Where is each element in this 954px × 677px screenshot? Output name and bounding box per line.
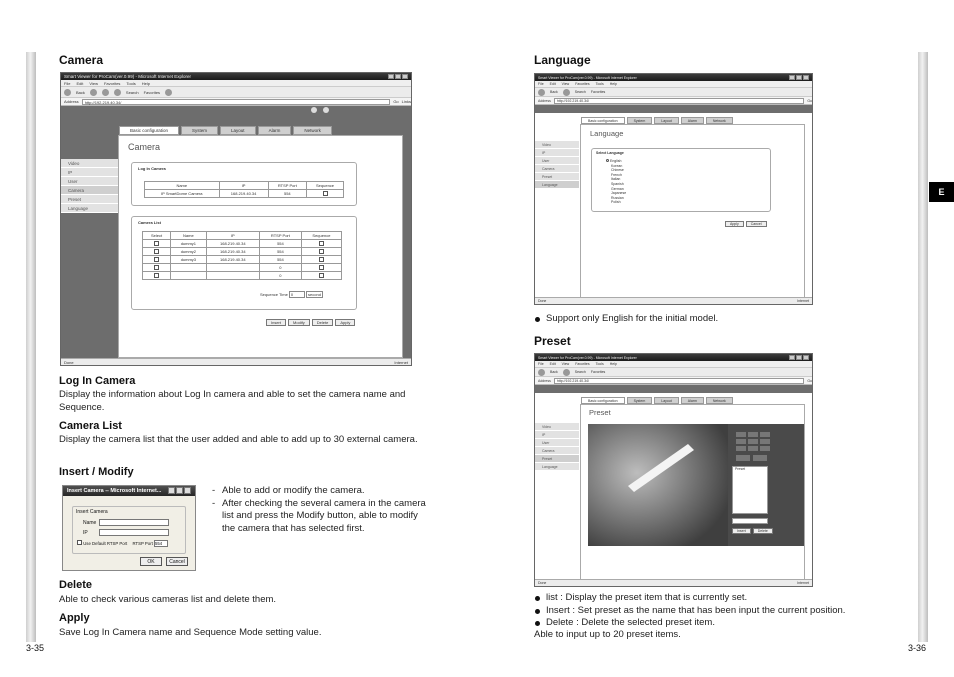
toolbar — [535, 368, 812, 377]
content-title: Camera — [128, 142, 161, 152]
arrow-down-icon[interactable] — [748, 446, 758, 451]
menu-tools[interactable]: Tools — [595, 362, 604, 366]
language-option[interactable]: Italian — [611, 177, 621, 182]
address-label: Address — [64, 99, 79, 104]
favorites-button[interactable]: Favorites — [590, 90, 606, 94]
rtsp-port-input[interactable]: 554 — [154, 540, 168, 547]
back-button[interactable]: Back — [76, 89, 85, 95]
address-bar — [535, 377, 812, 385]
sequence-checkbox[interactable] — [319, 241, 324, 246]
page-number-right: 3-36 — [908, 643, 927, 653]
camera-list-table — [142, 231, 342, 280]
select-checkbox[interactable] — [154, 265, 159, 270]
sidebar-item-user[interactable]: User — [535, 439, 579, 447]
address-bar — [535, 97, 812, 105]
left-binding-bar — [26, 52, 36, 642]
sequence-checkbox[interactable] — [319, 249, 324, 254]
insert-camera-group — [72, 506, 186, 554]
col-name: Name — [171, 232, 206, 240]
menu-tools[interactable]: Tools — [126, 80, 136, 86]
insert-button[interactable]: Insert — [266, 319, 286, 326]
use-default-rtsp-label: Use Default RTSP Port — [83, 541, 128, 546]
row-port: 554 — [259, 256, 301, 264]
go-button[interactable]: Go — [393, 99, 399, 104]
row-name — [171, 272, 206, 280]
ok-button[interactable]: OK — [140, 557, 162, 566]
name-row — [83, 519, 169, 526]
arrow-down-left-icon[interactable] — [736, 446, 746, 451]
close-icon[interactable] — [184, 487, 191, 494]
arrow-up-right-icon[interactable] — [760, 432, 770, 437]
arrow-right-icon[interactable] — [760, 439, 770, 444]
sidebar-item-video[interactable]: Video — [535, 423, 579, 431]
menu-help[interactable]: Help — [609, 82, 617, 86]
sequence-time-input[interactable]: 0 — [289, 291, 305, 298]
action-buttons — [264, 319, 355, 326]
menu-file[interactable]: File — [538, 362, 544, 366]
table-row — [143, 248, 342, 256]
language-option[interactable]: Russian — [611, 195, 624, 200]
status-bar — [535, 579, 812, 586]
tab-system[interactable]: System — [627, 117, 653, 124]
group-title: Insert Camera — [76, 509, 108, 515]
sequence-time-label: Sequence Time — [260, 292, 288, 297]
sequence-checkbox[interactable] — [319, 265, 324, 270]
maximize-icon[interactable] — [176, 487, 183, 494]
language-option[interactable]: German — [611, 186, 624, 191]
menu-favorites[interactable]: Favorites — [575, 362, 590, 366]
name-input[interactable] — [99, 519, 169, 526]
address-input[interactable]: http://192.219.40.34/ — [554, 98, 804, 104]
address-bar — [61, 98, 411, 106]
maximize-icon[interactable] — [796, 75, 802, 80]
tab-alarm[interactable]: Alarm — [681, 117, 704, 124]
tab-basic-configuration[interactable]: Basic configuration — [581, 397, 625, 404]
sidebar-item-user[interactable]: User — [61, 177, 118, 186]
go-button[interactable]: Go — [807, 378, 812, 383]
config-tabs — [119, 126, 332, 135]
login-camera-box-title: Log In Camera — [138, 166, 166, 171]
preset-note: Delete : Delete the selected preset item. — [534, 617, 914, 630]
browser-title: Smart Viewer for ProCam(ver.0.99) - Microsoft Internet Explorer — [538, 75, 637, 80]
right-binding-bar — [918, 52, 928, 642]
cancel-button[interactable]: Cancel — [746, 221, 767, 227]
app-header — [535, 385, 812, 393]
maximize-icon[interactable] — [796, 355, 802, 360]
menu-favorites[interactable]: Favorites — [103, 80, 121, 86]
row-port: 554 — [259, 248, 301, 256]
content-panel — [580, 404, 805, 581]
row-port: 0 — [259, 272, 301, 280]
sidebar-item-ip[interactable]: IP — [535, 431, 579, 439]
select-language-title: Select Language — [596, 151, 624, 155]
modify-button[interactable]: Modify — [288, 319, 310, 326]
page-number-left: 3-35 — [26, 643, 45, 653]
close-icon[interactable] — [402, 74, 408, 79]
app-body — [535, 385, 812, 579]
tab-network[interactable]: Network — [706, 397, 733, 404]
table-row — [143, 264, 342, 272]
select-checkbox[interactable] — [154, 241, 159, 246]
camera-list-box-title: Camera List — [138, 220, 161, 225]
status-left: Done — [64, 359, 74, 365]
login-camera-table — [144, 181, 344, 198]
menu-edit[interactable]: Edit — [549, 362, 556, 366]
header-icon[interactable] — [323, 107, 329, 113]
address-input[interactable]: http://192.219.40.34/ — [554, 378, 804, 384]
apply-heading: Apply — [59, 612, 90, 624]
camera-list-box — [131, 216, 357, 310]
language-heading: Language — [534, 53, 591, 67]
insert-camera-dialog — [62, 485, 196, 571]
toolbar — [61, 87, 411, 98]
login-camera-box — [131, 162, 357, 206]
tab-basic-configuration[interactable]: Basic configuration — [581, 117, 625, 124]
col-ip: IP — [206, 232, 259, 240]
status-bar — [535, 297, 812, 304]
apply-button[interactable]: Apply — [335, 319, 355, 326]
ip-row — [83, 529, 169, 536]
content-panel — [118, 135, 403, 358]
use-default-rtsp-checkbox[interactable] — [77, 540, 82, 545]
ip-input[interactable] — [99, 529, 169, 536]
insert-modify-item: - Able to add or modify the camera. — [212, 485, 427, 498]
menu-help[interactable]: Help — [609, 362, 617, 366]
back-icon[interactable] — [538, 89, 545, 96]
select-checkbox[interactable] — [154, 249, 159, 254]
apply-text: Save Log In Camera name and Sequence Mode setting value. — [59, 627, 322, 638]
menu-bar — [535, 81, 812, 88]
apply-button[interactable]: Apply — [725, 221, 744, 227]
status-left: Done — [538, 581, 547, 585]
minimize-icon[interactable] — [168, 487, 175, 494]
content-title: Language — [590, 129, 624, 138]
sidebar-item-camera[interactable]: Camera — [535, 165, 579, 173]
delete-heading: Delete — [59, 579, 93, 591]
col-rtsp-port: RTSP Port — [259, 232, 301, 240]
close-icon[interactable] — [803, 75, 809, 80]
preset-browser-screenshot — [534, 353, 813, 587]
sequence-checkbox[interactable] — [319, 273, 324, 278]
menu-bar — [535, 361, 812, 368]
preset-name-input[interactable] — [732, 518, 768, 524]
tab-system[interactable]: System — [627, 397, 653, 404]
tab-layout[interactable]: Layout — [654, 397, 679, 404]
status-right: Internet — [797, 581, 809, 585]
col-rtsp-port: RTSP Port — [268, 182, 306, 190]
preset-notes — [534, 592, 914, 630]
menu-file[interactable]: File — [64, 80, 71, 86]
config-tabs — [581, 397, 733, 404]
title-bar — [535, 354, 812, 361]
language-option[interactable]: Spanish — [611, 181, 624, 186]
status-bar — [61, 358, 411, 365]
menu-bar — [61, 80, 411, 87]
preset-buttons — [730, 528, 773, 534]
language-option[interactable]: Polish — [611, 200, 621, 205]
insert-modify-list — [212, 485, 427, 535]
menu-view[interactable]: View — [89, 80, 98, 86]
zoom-in-icon[interactable] — [736, 455, 750, 461]
table-row — [143, 272, 342, 280]
menu-favorites[interactable]: Favorites — [575, 82, 590, 86]
back-button[interactable]: Back — [550, 90, 558, 94]
camera-list-text: Display the camera list that the user added and able to add up to 30 external camera. — [59, 434, 418, 445]
refresh-icon[interactable] — [102, 89, 109, 96]
row-name — [171, 264, 206, 272]
menu-view[interactable]: View — [561, 362, 570, 366]
close-icon[interactable] — [803, 355, 809, 360]
address-input[interactable]: http://192.219.40.34/ — [82, 99, 391, 105]
minimize-icon[interactable] — [789, 355, 795, 360]
delete-button[interactable]: Delete — [312, 319, 334, 326]
app-body — [61, 115, 411, 358]
back-button[interactable]: Back — [550, 370, 558, 374]
dialog-title: Insert Camera -- Microsoft Internet... — [67, 488, 162, 494]
search-button[interactable]: Search — [574, 370, 586, 374]
sidebar-item-ip[interactable]: IP — [61, 168, 118, 177]
delete-button[interactable]: Delete — [753, 528, 773, 534]
row-port: 554 — [259, 240, 301, 248]
col-name: Name — [145, 182, 220, 190]
sidebar-item-preset[interactable]: Preset — [61, 195, 118, 204]
preset-video-panel — [588, 424, 804, 546]
sidebar-item-preset[interactable]: Preset — [535, 455, 579, 463]
language-notes — [534, 313, 904, 326]
language-buttons — [723, 221, 767, 227]
row-ip: 168.219.40.34 — [206, 248, 259, 256]
forward-icon[interactable] — [563, 369, 570, 376]
arrow-up-left-icon[interactable] — [736, 432, 746, 437]
language-label: English — [609, 159, 622, 163]
row-ip — [206, 272, 259, 280]
tab-layout[interactable]: Layout — [654, 117, 679, 124]
preset-note: list : Display the preset item that is currently set. — [534, 592, 914, 605]
content-panel — [580, 124, 805, 299]
forward-icon[interactable] — [90, 89, 97, 96]
rtsp-row — [77, 540, 168, 547]
app-header — [535, 105, 812, 113]
select-language-box — [591, 148, 771, 212]
sidebar — [535, 141, 579, 189]
go-button[interactable]: Go — [807, 98, 812, 103]
cancel-button[interactable]: Cancel — [166, 557, 188, 566]
name-label: Name — [83, 519, 97, 526]
minimize-icon[interactable] — [388, 74, 394, 79]
search-button[interactable]: Search — [574, 90, 586, 94]
camera-heading: Camera — [59, 53, 104, 67]
camera-browser-screenshot — [60, 72, 412, 366]
back-icon[interactable] — [538, 369, 545, 376]
tab-layout[interactable]: Layout — [220, 126, 256, 135]
content-title: Preset — [589, 408, 611, 417]
ptz-controls — [736, 432, 774, 461]
minimize-icon[interactable] — [789, 75, 795, 80]
status-right: Internet — [394, 359, 408, 365]
app-body — [535, 105, 812, 297]
sequence-checkbox[interactable] — [319, 257, 324, 262]
select-checkbox[interactable] — [154, 273, 159, 278]
toolbar — [535, 88, 812, 97]
sequence-unit-select[interactable]: second — [308, 292, 321, 297]
section-tab: E — [929, 182, 954, 202]
login-camera-heading: Log In Camera — [59, 375, 136, 387]
sidebar-item-ip[interactable]: IP — [535, 149, 579, 157]
dialog-title-bar — [63, 486, 195, 496]
language-option[interactable]: Japanese — [611, 191, 627, 196]
tab-basic-configuration[interactable]: Basic configuration — [119, 126, 179, 135]
browser-title: Smart Viewer for ProCam(ver.0.99) - Microsoft Internet Explorer — [538, 355, 637, 360]
ip-label: IP — [83, 529, 88, 536]
col-select: Select — [143, 232, 171, 240]
browser-title: Smart Viewer for ProCam(ver.0.99) - Microsoft Internet Explorer — [64, 74, 191, 79]
search-button[interactable]: Search — [125, 89, 139, 95]
sidebar-item-camera[interactable]: Camera — [61, 186, 118, 195]
status-left: Done — [538, 299, 547, 303]
tab-alarm[interactable]: Alarm — [681, 397, 704, 404]
menu-file[interactable]: File — [538, 82, 544, 86]
sequence-time-row — [260, 291, 323, 298]
home-icon[interactable] — [114, 89, 121, 96]
favorites-button[interactable]: Favorites — [143, 89, 161, 95]
login-camera-text: Display the information about Log In camera and able to set the camera name and Sequence. — [59, 389, 406, 413]
maximize-icon[interactable] — [395, 74, 401, 79]
sidebar — [61, 159, 118, 213]
delete-text: Able to check various cameras list and delete them. — [59, 594, 277, 605]
language-note: Support only English for the initial model. — [534, 313, 904, 326]
select-checkbox[interactable] — [154, 257, 159, 262]
tab-alarm[interactable]: Alarm — [258, 126, 292, 135]
arrow-left-icon[interactable] — [736, 439, 746, 444]
sidebar-item-language[interactable]: Language — [535, 463, 579, 471]
camera-list-heading: Camera List — [59, 420, 122, 432]
links-label: Links — [401, 99, 411, 104]
login-ip-cell: 168.219.40.34 — [219, 190, 268, 198]
tab-system[interactable]: System — [181, 126, 218, 135]
sidebar-item-video[interactable]: Video — [61, 159, 118, 168]
arrow-down-right-icon[interactable] — [760, 446, 770, 451]
table-row — [143, 240, 342, 248]
sidebar-item-user[interactable]: User — [535, 157, 579, 165]
preset-heading: Preset — [534, 334, 571, 348]
address-label: Address — [538, 378, 551, 383]
login-port-cell: 554 — [268, 190, 306, 198]
media-icon[interactable] — [165, 89, 172, 96]
language-option[interactable]: Korean — [611, 163, 623, 168]
home-icon[interactable] — [748, 439, 758, 444]
row-port: 0 — [259, 264, 301, 272]
menu-tools[interactable]: Tools — [595, 82, 604, 86]
language-browser-screenshot — [534, 73, 813, 305]
language-option[interactable]: Chinese — [611, 168, 624, 173]
col-sequence: Sequence — [301, 232, 341, 240]
status-right: Internet — [797, 299, 809, 303]
col-sequence: Sequence — [307, 182, 344, 190]
sidebar-item-preset[interactable]: Preset — [535, 173, 579, 181]
forward-icon[interactable] — [563, 89, 570, 96]
row-ip: 168.219.40.34 — [206, 256, 259, 264]
sidebar-item-video[interactable]: Video — [535, 141, 579, 149]
menu-view[interactable]: View — [561, 82, 570, 86]
row-name: dummy3 — [171, 256, 206, 264]
config-tabs — [581, 117, 733, 124]
row-name: dummy1 — [171, 240, 206, 248]
sidebar-item-language[interactable]: Language — [535, 181, 579, 189]
title-bar — [61, 73, 411, 80]
rtsp-port-label: RTSP Port — [132, 541, 153, 546]
preset-list[interactable] — [732, 466, 768, 514]
zoom-out-icon[interactable] — [753, 455, 767, 461]
favorites-button[interactable]: Favorites — [590, 370, 606, 374]
sequence-checkbox[interactable] — [323, 191, 328, 196]
col-ip: IP — [219, 182, 268, 190]
row-ip — [206, 264, 259, 272]
sidebar — [535, 423, 579, 471]
insert-modify-heading: Insert / Modify — [59, 466, 134, 478]
menu-edit[interactable]: Edit — [549, 82, 556, 86]
preset-note: Insert : Set preset as the name that has been input the current position. — [534, 605, 914, 618]
list-item[interactable]: Preset — [735, 467, 746, 471]
app-header — [61, 106, 411, 115]
header-icon[interactable] — [311, 107, 317, 113]
radio-icon[interactable] — [606, 159, 609, 162]
login-name-cell[interactable]: IP SmartDome Camera — [145, 190, 220, 198]
menu-edit[interactable]: Edit — [76, 80, 84, 86]
login-seq-cell — [307, 190, 344, 198]
arrow-up-icon[interactable] — [748, 432, 758, 437]
tab-network[interactable]: Network — [706, 117, 733, 124]
insert-modify-item: - After checking the several camera in the camera list and press the Modify button, able to modify the camera that has selected first. — [212, 498, 427, 536]
row-ip: 168.219.40.34 — [206, 240, 259, 248]
sidebar-item-language[interactable]: Language — [61, 204, 118, 213]
language-option[interactable]: French — [611, 172, 622, 177]
tab-network[interactable]: Network — [293, 126, 332, 135]
menu-help[interactable]: Help — [141, 80, 150, 86]
preset-text: Able to input up to 20 preset items. — [534, 629, 681, 640]
row-name: dummy2 — [171, 248, 206, 256]
language-options — [606, 159, 626, 205]
back-icon[interactable] — [64, 89, 71, 96]
insert-button[interactable]: Insert — [732, 528, 751, 534]
title-bar — [535, 74, 812, 81]
table-row — [143, 256, 342, 264]
sidebar-item-camera[interactable]: Camera — [535, 447, 579, 455]
address-label: Address — [538, 98, 551, 103]
